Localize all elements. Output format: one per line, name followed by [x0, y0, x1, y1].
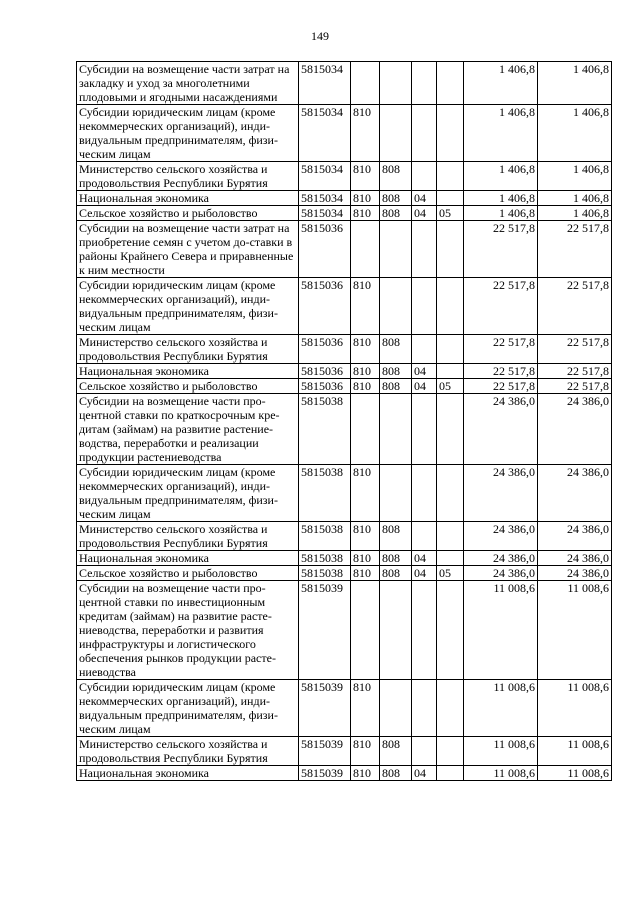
target-article-cell: 5815038 [299, 394, 351, 465]
target-article-cell: 5815036 [299, 379, 351, 394]
table-row [77, 379, 612, 394]
amount-cell: 24 386,0 [538, 566, 612, 581]
subsection-cell [437, 62, 464, 105]
subsection-cell [437, 221, 464, 278]
expense-type-cell [351, 581, 380, 680]
amount-cell: 11 008,6 [538, 680, 612, 737]
subsection-cell [437, 364, 464, 379]
item-name-cell: Субсидии юридическим лицам (кроме некоммерческих организаций), инди-видуальным предпринимателям, физи-ческим лицам [77, 465, 299, 522]
amount-cell: 24 386,0 [538, 465, 612, 522]
ministry-code-cell [380, 680, 412, 737]
item-name-cell: Субсидии на возмещение части затрат на приобретение семян с учетом до-ставки в районы Крайнего Севера и приравненные к ним местности [77, 221, 299, 278]
target-article-cell: 5815034 [299, 191, 351, 206]
ministry-code-cell: 808 [380, 335, 412, 364]
section-cell [412, 465, 437, 522]
subsection-cell [437, 465, 464, 522]
table-row [77, 221, 612, 278]
section-cell [412, 522, 437, 551]
item-name-cell: Субсидии на возмещение части про-центной ставки по краткосрочным кре-дитам (займам) на развитие растение-водства, переработки и реализации продукции растениеводства [77, 394, 299, 465]
amount-cell: 1 406,8 [464, 62, 538, 105]
section-cell [412, 105, 437, 162]
item-name-cell: Министерство сельского хозяйства и продовольствия Республики Бурятия [77, 522, 299, 551]
amount-cell: 1 406,8 [538, 191, 612, 206]
amount-cell: 1 406,8 [464, 206, 538, 221]
expense-type-cell: 810 [351, 680, 380, 737]
amount-cell: 11 008,6 [538, 581, 612, 680]
subsection-cell: 05 [437, 379, 464, 394]
expense-type-cell [351, 394, 380, 465]
target-article-cell: 5815034 [299, 62, 351, 105]
amount-cell: 1 406,8 [538, 105, 612, 162]
target-article-cell: 5815034 [299, 105, 351, 162]
table-body [77, 62, 612, 781]
amount-cell: 22 517,8 [538, 379, 612, 394]
item-name-cell: Министерство сельского хозяйства и продовольствия Республики Бурятия [77, 162, 299, 191]
target-article-cell: 5815038 [299, 566, 351, 581]
section-cell [412, 278, 437, 335]
amount-cell: 24 386,0 [538, 394, 612, 465]
target-article-cell: 5815038 [299, 551, 351, 566]
amount-cell: 22 517,8 [464, 221, 538, 278]
amount-cell: 1 406,8 [464, 162, 538, 191]
expense-type-cell: 810 [351, 335, 380, 364]
target-article-cell: 5815036 [299, 364, 351, 379]
item-name-cell: Субсидии юридическим лицам (кроме некоммерческих организаций), инди-видуальным предпринимателям, физи-ческим лицам [77, 680, 299, 737]
section-cell: 04 [412, 551, 437, 566]
expense-type-cell: 810 [351, 379, 380, 394]
section-cell [412, 680, 437, 737]
subsection-cell [437, 581, 464, 680]
subsection-cell [437, 766, 464, 781]
item-name-cell: Субсидии юридическим лицам (кроме некоммерческих организаций), инди-видуальным предпринимателям, физи-ческим лицам [77, 105, 299, 162]
target-article-cell: 5815036 [299, 335, 351, 364]
subsection-cell [437, 105, 464, 162]
amount-cell: 11 008,6 [538, 737, 612, 766]
ministry-code-cell [380, 278, 412, 335]
ministry-code-cell: 808 [380, 522, 412, 551]
amount-cell: 1 406,8 [464, 105, 538, 162]
amount-cell: 22 517,8 [464, 278, 538, 335]
table-row [77, 162, 612, 191]
amount-cell: 24 386,0 [464, 566, 538, 581]
target-article-cell: 5815039 [299, 680, 351, 737]
expense-type-cell: 810 [351, 191, 380, 206]
target-article-cell: 5815036 [299, 278, 351, 335]
amount-cell: 24 386,0 [464, 551, 538, 566]
ministry-code-cell [380, 105, 412, 162]
target-article-cell: 5815038 [299, 465, 351, 522]
amount-cell: 22 517,8 [464, 335, 538, 364]
subsection-cell [437, 335, 464, 364]
amount-cell: 22 517,8 [538, 278, 612, 335]
subsection-cell [437, 680, 464, 737]
section-cell [412, 394, 437, 465]
amount-cell: 24 386,0 [464, 394, 538, 465]
amount-cell: 22 517,8 [538, 335, 612, 364]
target-article-cell: 5815039 [299, 737, 351, 766]
budget-table [76, 61, 612, 781]
ministry-code-cell: 808 [380, 737, 412, 766]
amount-cell: 1 406,8 [538, 162, 612, 191]
subsection-cell [437, 162, 464, 191]
section-cell [412, 335, 437, 364]
expense-type-cell [351, 221, 380, 278]
amount-cell: 1 406,8 [538, 62, 612, 105]
table-row [77, 522, 612, 551]
target-article-cell: 5815034 [299, 206, 351, 221]
ministry-code-cell: 808 [380, 566, 412, 581]
subsection-cell: 05 [437, 566, 464, 581]
amount-cell: 24 386,0 [538, 551, 612, 566]
table-row [77, 191, 612, 206]
table-row [77, 737, 612, 766]
ministry-code-cell [380, 581, 412, 680]
ministry-code-cell: 808 [380, 364, 412, 379]
expense-type-cell: 810 [351, 105, 380, 162]
table-row [77, 465, 612, 522]
subsection-cell [437, 394, 464, 465]
ministry-code-cell [380, 62, 412, 105]
subsection-cell [437, 278, 464, 335]
target-article-cell: 5815036 [299, 221, 351, 278]
ministry-code-cell: 808 [380, 162, 412, 191]
expense-type-cell: 810 [351, 364, 380, 379]
section-cell: 04 [412, 566, 437, 581]
expense-type-cell [351, 62, 380, 105]
target-article-cell: 5815039 [299, 766, 351, 781]
item-name-cell: Национальная экономика [77, 191, 299, 206]
expense-type-cell: 810 [351, 465, 380, 522]
page-number: 149 [311, 29, 329, 43]
ministry-code-cell [380, 221, 412, 278]
item-name-cell: Субсидии юридическим лицам (кроме некоммерческих организаций), инди-видуальным предпринимателям, физи-ческим лицам [77, 278, 299, 335]
amount-cell: 22 517,8 [464, 379, 538, 394]
amount-cell: 1 406,8 [538, 206, 612, 221]
expense-type-cell: 810 [351, 551, 380, 566]
amount-cell: 22 517,8 [538, 221, 612, 278]
amount-cell: 22 517,8 [464, 364, 538, 379]
expense-type-cell: 810 [351, 206, 380, 221]
subsection-cell: 05 [437, 206, 464, 221]
subsection-cell [437, 522, 464, 551]
item-name-cell: Национальная экономика [77, 551, 299, 566]
expense-type-cell: 810 [351, 278, 380, 335]
table-row [77, 551, 612, 566]
subsection-cell [437, 191, 464, 206]
amount-cell: 11 008,6 [538, 766, 612, 781]
section-cell: 04 [412, 766, 437, 781]
ministry-code-cell [380, 394, 412, 465]
expense-type-cell: 810 [351, 522, 380, 551]
section-cell [412, 737, 437, 766]
ministry-code-cell: 808 [380, 766, 412, 781]
section-cell [412, 62, 437, 105]
amount-cell: 24 386,0 [464, 522, 538, 551]
ministry-code-cell: 808 [380, 551, 412, 566]
subsection-cell [437, 737, 464, 766]
table-row [77, 206, 612, 221]
expense-type-cell: 810 [351, 162, 380, 191]
expense-type-cell: 810 [351, 566, 380, 581]
amount-cell: 1 406,8 [464, 191, 538, 206]
item-name-cell: Субсидии на возмещение части про-центной ставки по инвестиционным кредитам (займам) на развитие расте-ниеводства, переработки и развития инфраструктуры и логистического обеспечения рынков продукции расте-ниеводства [77, 581, 299, 680]
table-row [77, 278, 612, 335]
table-row [77, 335, 612, 364]
amount-cell: 11 008,6 [464, 737, 538, 766]
table-row [77, 394, 612, 465]
section-cell [412, 221, 437, 278]
item-name-cell: Сельское хозяйство и рыболовство [77, 566, 299, 581]
target-article-cell: 5815034 [299, 162, 351, 191]
section-cell: 04 [412, 191, 437, 206]
table-row [77, 766, 612, 781]
item-name-cell: Сельское хозяйство и рыболовство [77, 206, 299, 221]
amount-cell: 11 008,6 [464, 766, 538, 781]
amount-cell: 24 386,0 [464, 465, 538, 522]
section-cell [412, 581, 437, 680]
item-name-cell: Министерство сельского хозяйства и продовольствия Республики Бурятия [77, 737, 299, 766]
ministry-code-cell [380, 465, 412, 522]
subsection-cell [437, 551, 464, 566]
table-row [77, 680, 612, 737]
amount-cell: 11 008,6 [464, 581, 538, 680]
section-cell: 04 [412, 364, 437, 379]
table-row [77, 566, 612, 581]
table-row [77, 62, 612, 105]
ministry-code-cell: 808 [380, 379, 412, 394]
amount-cell: 24 386,0 [538, 522, 612, 551]
item-name-cell: Сельское хозяйство и рыболовство [77, 379, 299, 394]
ministry-code-cell: 808 [380, 191, 412, 206]
expense-type-cell: 810 [351, 766, 380, 781]
expense-type-cell: 810 [351, 737, 380, 766]
ministry-code-cell: 808 [380, 206, 412, 221]
item-name-cell: Национальная экономика [77, 766, 299, 781]
amount-cell: 22 517,8 [538, 364, 612, 379]
item-name-cell: Субсидии на возмещение части затрат на закладку и уход за многолетними плодовыми и ягодными насаждениями [77, 62, 299, 105]
item-name-cell: Министерство сельского хозяйства и продовольствия Республики Бурятия [77, 335, 299, 364]
target-article-cell: 5815038 [299, 522, 351, 551]
table-row [77, 581, 612, 680]
section-cell: 04 [412, 206, 437, 221]
section-cell [412, 162, 437, 191]
amount-cell: 11 008,6 [464, 680, 538, 737]
item-name-cell: Национальная экономика [77, 364, 299, 379]
section-cell: 04 [412, 379, 437, 394]
table-row [77, 105, 612, 162]
target-article-cell: 5815039 [299, 581, 351, 680]
table-row [77, 364, 612, 379]
